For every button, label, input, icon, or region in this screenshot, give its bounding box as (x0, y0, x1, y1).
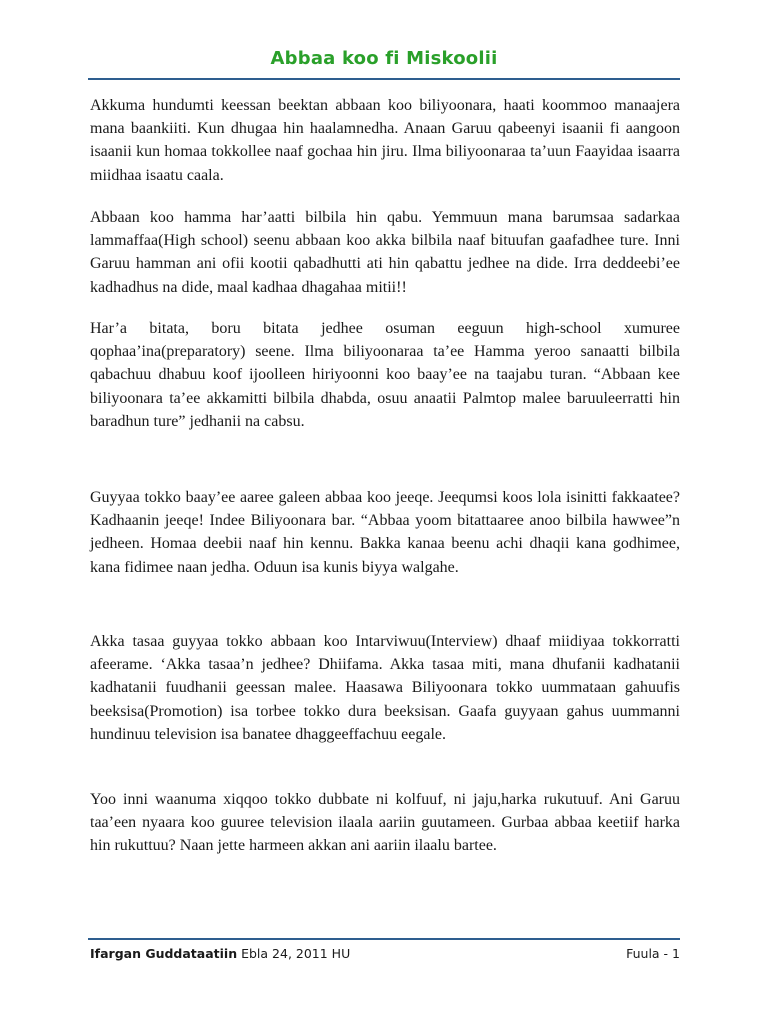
paragraph-1 (90, 94, 680, 187)
paragraph-4 (90, 486, 680, 579)
paragraph-3 (90, 317, 680, 433)
paragraph-6 (90, 788, 680, 858)
footer-date: Ebla 24, 2011 HU (241, 946, 351, 961)
paragraph-text: Yoo inni waanuma xiqqoo tokko dubbate ni kolfuuf, ni jaju,harka rukutuuf. Ani Garuu taa’een nyaara koo guuree television ilaala aariin guutameen. Gurbaa abbaa keetiif harka hin rukuttuu? Naan jette harmeen akkan ani aariin ilaalu bartee. (90, 791, 680, 855)
paragraph-text: Akkuma hundumti keessan beektan abbaan koo biliyoonara, haati koommoo manaajera mana baankiiti. Kun dhugaa hin haalamnedha. Anaan Garuu qabeenyi isaanii fi aangoon isaanii kun homaa tokkollee naaf gochaa hin jiru. Ilma biliyoonaraa ta’uun Faayidaa isaarra miidhaa isaatu caala. (90, 97, 680, 184)
page-footer (90, 946, 680, 966)
paragraph-text: Akka tasaa guyyaa tokko abbaan koo Intarviwuu(Interview) dhaaf miidiyaa tokkorratti afeerame. ‘Akka tasaa’n jedhee? Dhiifama. Akka tasaa miti, mana dhufanii kadhatanii kadhatanii fuudhanii geessan malee. Haasawa Biliyoonara tokko uummataan gahuufis beeksisa(Promotion) isa torbee tokko dura beeksisan. Gaafa guyyaan gahus uummanni hundinuu television isa banatee dhaggeeffachuu eegale. (90, 633, 680, 743)
paragraph-5 (90, 630, 680, 746)
page-title: Abbaa koo fi Miskoolii (270, 48, 498, 69)
footer-page-number: Fuula - 1 (626, 946, 680, 961)
footer-author: Ifargan Guddataatiin (90, 946, 238, 961)
paragraph-2 (90, 206, 680, 299)
footer-left (90, 946, 350, 961)
title-divider (88, 78, 680, 80)
footer-divider (88, 938, 680, 940)
paragraph-text: Har’a bitata, boru bitata jedhee osuman eeguun high-school xumuree qophaa’ina(preparatory) seene. Ilma biliyoonaraa ta’ee Hamma yeroo sanaatti bilbila qabachuu dhabuu koof ijoolleen hiriyoonni koo baay’ee na taajabu turan. “Abbaan kee biliyoonara ta’ee akkamitti bilbila dhabda, osuu anaatii Palmtop malee baruuleerratti hin baradhun ture” jedhanii na cabsu. (90, 320, 680, 430)
paragraph-text: Guyyaa tokko baay’ee aaree galeen abbaa koo jeeqe. Jeequmsi koos lola isinitti fakkaatee? Kadhaanin jeeqe! Indee Biliyoonara bar. “Abbaa yoom bitattaaree anoo bilbila hawwee”n jedheen. Homaa deebii naaf hin kennu. Bakka kanaa beenu achi dhaqii kana godhimee, kana fidimee naan jedha. Oduun isa kunis biyya walgahe. (90, 489, 680, 576)
paragraph-text: Abbaan koo hamma har’aatti bilbila hin qabu. Yemmuun mana barumsaa sadarkaa lammaffaa(High school) seenu abbaan koo akka bilbila naaf bituufan gaafadhee ture. Inni Garuu hamman ani ofii kootii qabadhutti ati hin qabattu jedhee na dide. Irra deddeebi’ee kadhadhus na dide, maal kadhaa dhagahaa mitii!! (90, 209, 680, 296)
